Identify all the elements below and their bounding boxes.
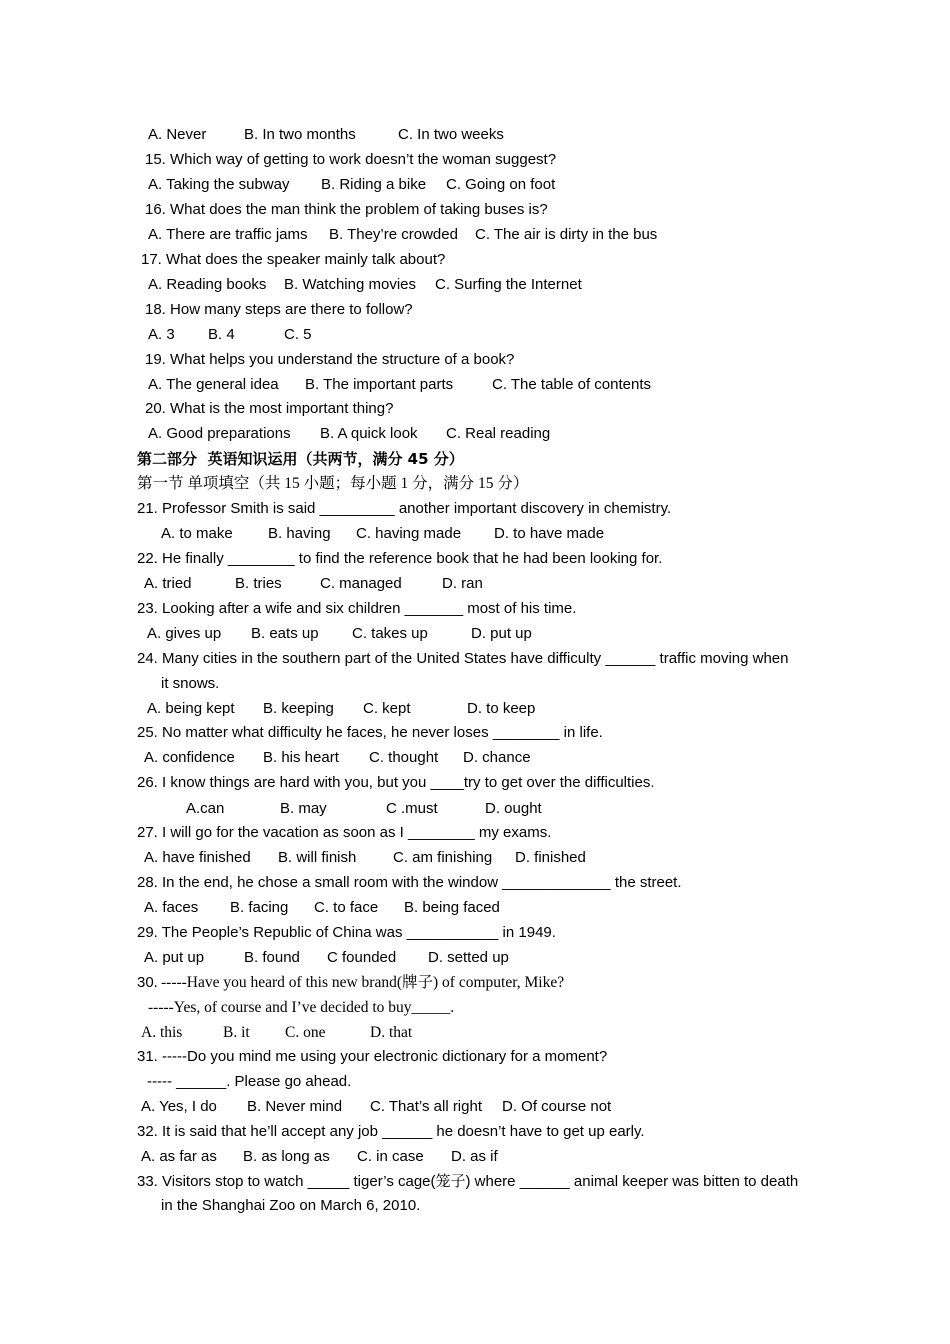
line-text: 22. He finally ________ to find the reference book that he had been looking for. <box>137 550 663 567</box>
answer-option: B. tries <box>235 575 282 592</box>
answer-option: C. Surfing the Internet <box>435 276 582 293</box>
answer-option: B. as long as <box>243 1148 330 1165</box>
line-text: 第一节 单项填空（共 15 小题；每小题 1 分，满分 15 分） <box>137 475 529 492</box>
answer-option: -----Have you heard of this new brand(牌子) of computer, Mike? <box>161 974 565 991</box>
answer-option: C founded <box>327 949 397 966</box>
answer-option: D. Of course not <box>502 1098 612 1115</box>
answer-option: C. Real reading <box>446 425 551 442</box>
answer-option: C. to face <box>314 899 379 916</box>
answer-option: A. faces <box>144 899 199 916</box>
answer-option: B. 4 <box>208 326 235 343</box>
answer-option: A. have finished <box>144 849 251 866</box>
answer-option: B. his heart <box>263 749 339 766</box>
answer-option: B. keeping <box>263 700 334 717</box>
line-text: 19. What helps you understand the structure of a book? <box>145 351 515 368</box>
answer-option: B. will finish <box>278 849 357 866</box>
line-text: 20. What is the most important thing? <box>145 400 394 417</box>
line-text: 32. It is said that he’ll accept any job ______ he doesn’t have to get up early. <box>137 1123 645 1140</box>
answer-option: B. Riding a bike <box>321 176 427 193</box>
answer-option: A. Taking the subway <box>148 176 290 193</box>
line-text: 21. Professor Smith is said _________ another important discovery in chemistry. <box>137 500 672 517</box>
answer-option: C. 5 <box>284 326 312 343</box>
answer-option: D. to have made <box>494 525 605 542</box>
answer-option: A. The general idea <box>148 376 279 393</box>
answer-option: D. ran <box>442 575 483 592</box>
line-text: 17. What does the speaker mainly talk about? <box>141 251 446 268</box>
line-text: ----- ______. Please go ahead. <box>147 1073 352 1090</box>
answer-option: B. having <box>268 525 331 542</box>
answer-option: D. ought <box>485 800 542 817</box>
answer-option: C. The air is dirty in the bus <box>475 226 658 243</box>
answer-option: C. kept <box>363 700 411 717</box>
line-text: 24. Many cities in the southern part of the United States have difficulty ______ traffic moving when <box>137 650 789 667</box>
answer-option: D. to keep <box>467 700 536 717</box>
answer-option: A. Never <box>148 126 207 143</box>
line-text: in the Shanghai Zoo on March 6, 2010. <box>161 1197 421 1214</box>
answer-option: D. that <box>370 1024 413 1041</box>
line-text: 28. In the end, he chose a small room with the window _____________ the street. <box>137 874 682 891</box>
answer-option: A. 3 <box>148 326 175 343</box>
answer-option: C. The table of contents <box>492 376 651 393</box>
answer-option: D. put up <box>471 625 532 642</box>
line-text: 33. Visitors stop to watch _____ tiger’s cage(笼子) where ______ animal keeper was bitten to death <box>137 1173 799 1190</box>
answer-option: B. Watching movies <box>284 276 416 293</box>
answer-option: B. A quick look <box>320 425 418 442</box>
line-text: -----Yes, of course and I’ve decided to buy_____. <box>148 999 455 1016</box>
line-text: 29. The People’s Republic of China was ___________ in 1949. <box>137 924 556 941</box>
line-text: 25. No matter what difficulty he faces, he never loses ________ in life. <box>137 724 603 741</box>
answer-option: D. finished <box>515 849 586 866</box>
answer-option: C. takes up <box>352 625 428 642</box>
answer-option: A. tried <box>144 575 192 592</box>
line-text: 15. Which way of getting to work doesn’t the woman suggest? <box>145 151 557 168</box>
answer-option: B. They’re crowded <box>329 226 458 243</box>
answer-option: C. Going on foot <box>446 176 556 193</box>
line-text: 23. Looking after a wife and six children _______ most of his time. <box>137 600 577 617</box>
answer-option: A. to make <box>161 525 233 542</box>
answer-option: B. may <box>280 800 327 817</box>
line-text: 27. I will go for the vacation as soon as I ________ my exams. <box>137 824 552 841</box>
line-text: 18. How many steps are there to follow? <box>145 301 413 318</box>
answer-option: C. one <box>285 1024 326 1041</box>
answer-option: C. am finishing <box>393 849 493 866</box>
answer-option: D. as if <box>451 1148 498 1165</box>
answer-option: B. Never mind <box>247 1098 343 1115</box>
answer-option: C. In two weeks <box>398 126 504 143</box>
answer-option: C. managed <box>320 575 402 592</box>
answer-option: C. having made <box>356 525 462 542</box>
answer-option: A. gives up <box>147 625 222 642</box>
answer-option: B. facing <box>230 899 289 916</box>
answer-option: C. That’s all right <box>370 1098 482 1115</box>
answer-option: D. chance <box>463 749 531 766</box>
answer-option: A. There are traffic jams <box>148 226 308 243</box>
answer-option: A. put up <box>144 949 205 966</box>
line-text: 第二部分 英语知识运用（共两节，满分 45 分） <box>137 450 464 468</box>
answer-option: A. Reading books <box>148 276 267 293</box>
answer-option: C. in case <box>357 1148 424 1165</box>
answer-option: B. found <box>244 949 300 966</box>
answer-option: B. being faced <box>404 899 500 916</box>
line-text: 16. What does the man think the problem of taking buses is? <box>145 201 548 218</box>
answer-option: C .must <box>386 800 438 817</box>
answer-option: A. Good preparations <box>148 425 291 442</box>
answer-option: B. it <box>223 1024 250 1041</box>
line-text: it snows. <box>161 675 220 692</box>
line-text: 30. <box>137 974 158 991</box>
answer-option: A. being kept <box>147 700 235 717</box>
answer-option: C. thought <box>369 749 439 766</box>
answer-option: A. Yes, I do <box>141 1098 217 1115</box>
line-text: 31. -----Do you mind me using your electronic dictionary for a moment? <box>137 1048 608 1065</box>
answer-option: A.can <box>186 800 225 817</box>
answer-option: B. The important parts <box>305 376 454 393</box>
answer-option: B. In two months <box>244 126 356 143</box>
answer-option: A. this <box>141 1024 183 1041</box>
line-text: 26. I know things are hard with you, but you ____try to get over the difficulties. <box>137 774 655 791</box>
answer-option: D. setted up <box>428 949 509 966</box>
answer-option: A. as far as <box>141 1148 217 1165</box>
answer-option: B. eats up <box>251 625 319 642</box>
answer-option: A. confidence <box>144 749 235 766</box>
